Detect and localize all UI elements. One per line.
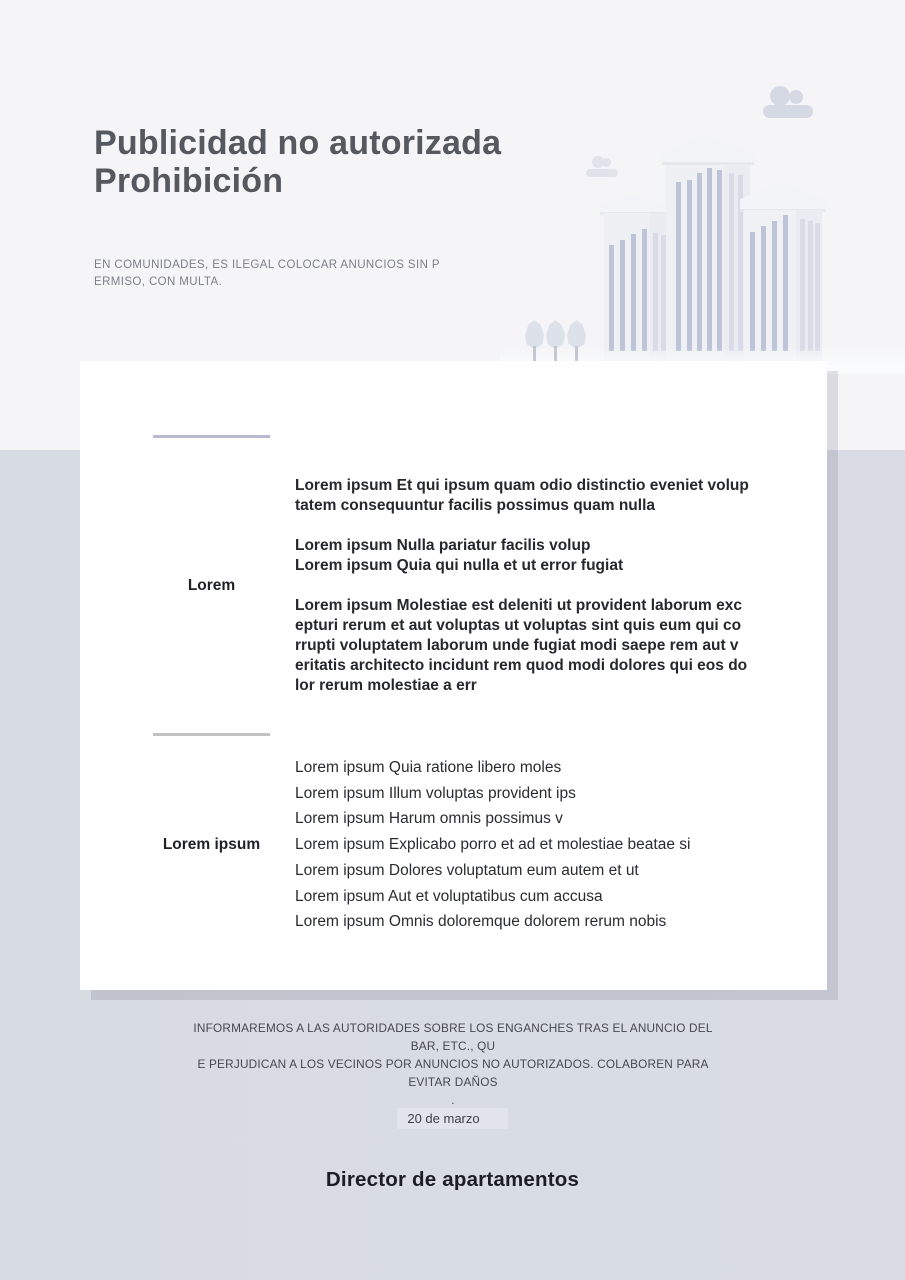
window-stripe [717,170,722,351]
window-stripe [631,234,636,351]
window-stripe [697,173,702,351]
window-stripe [642,229,647,351]
notice-line: . [451,1093,455,1107]
section-divider [153,733,270,736]
notice-line: E PERJUDICAN A LOS VECINOS POR ANUNCIOS NO AUTORIZADOS. COLABOREN PARA EVITAR DAÑOS [197,1057,709,1089]
date: 20 de marzo [0,1108,905,1129]
page-title [94,124,501,200]
signature: Director de apartamentos [325,1168,580,1191]
content-card [80,361,827,990]
window-stripe [653,233,658,351]
window-stripe [808,221,813,351]
list-item: Lorem ipsum Dolores voluptatum eum autem et ut [295,861,639,879]
list-item: Lorem ipsum Harum omnis possimus v [295,810,563,828]
cloud-icon [763,92,813,118]
tree-icon [525,320,545,366]
list-item: Lorem ipsum Explicabo porro et ad et molestiae beatae si [295,836,691,854]
notice-line: INFORMAREMOS A LAS AUTORIDADES SOBRE LOS ENGANCHES TRAS EL ANUNCIO DEL BAR, ETC., QU [193,1021,713,1053]
list-item: Lorem ipsum Omnis doloremque dolorem rerum nobis [295,913,667,931]
title-line: Prohibición [94,162,284,200]
window-stripe [620,240,625,351]
authorities-notice [193,1019,713,1109]
section-label: Lorem [187,577,236,594]
window-stripe [761,226,766,351]
section-paragraphs [295,476,749,696]
subtitle-line: EN COMUNIDADES, ES ILEGAL COLOCAR ANUNCIOS SIN P [94,259,440,271]
paragraph: Lorem ipsum Molestiae est deleniti ut provident laborum exc epturi rerum et aut voluptas ut voluptas sint quis eum qui co rrupti voluptatem laborum unde fugiat modi saepe rem aut v eritatis architecto incidunt rem quod modi dolores qui eos do lor rerum molestiae a err [295,597,748,694]
window-stripe [800,219,805,351]
section-label: Lorem ipsum [162,836,261,853]
window-stripe [676,182,681,351]
title-line: Publicidad no autorizada [94,124,502,162]
window-stripe [729,173,734,351]
section-list [295,755,690,935]
window-stripe [783,215,788,351]
list-item: Lorem ipsum Quia ratione libero moles [295,759,562,776]
page-subtitle [94,257,440,291]
paragraph: Lorem ipsum Nulla pariatur facilis volup Lorem ipsum Quia qui nulla et ut error fugiat [295,537,624,574]
tree-icon [567,320,587,366]
list-item: Lorem ipsum Aut et voluptatibus cum accusa [295,887,603,905]
tree-icon [546,320,566,366]
paragraph: Lorem ipsum Et qui ipsum quam odio distinctio eveniet volup tatem consequuntur facilis possimus quam nulla [295,477,749,514]
window-stripe [815,223,820,351]
section-divider [153,435,270,438]
list-item: Lorem ipsum Illum voluptas provident ips [295,784,576,802]
window-stripe [750,232,755,351]
subtitle-line: ERMISO, CON MULTA. [94,276,223,288]
window-stripe [687,180,692,351]
window-stripe [707,168,712,351]
city-skyline-illustration [500,90,905,375]
window-stripe [609,245,614,351]
window-stripe [772,221,777,351]
cloud-icon [586,160,618,177]
